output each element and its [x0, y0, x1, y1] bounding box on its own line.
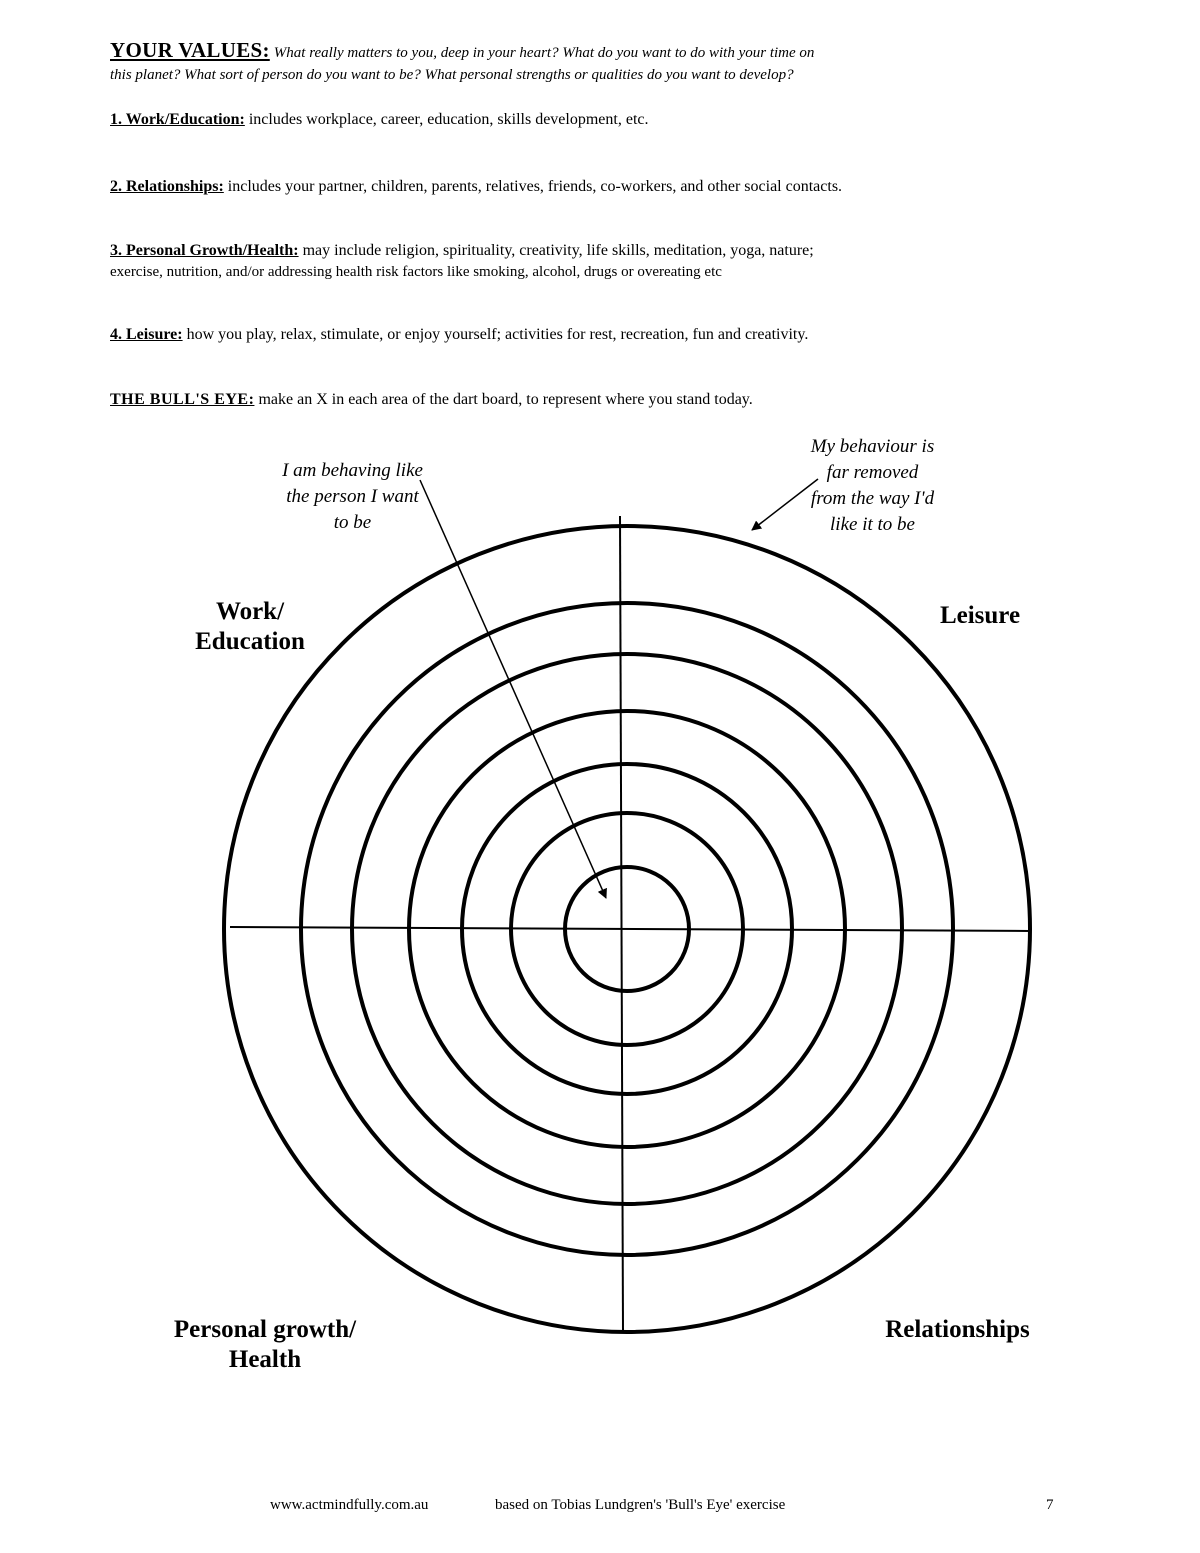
page-number: 7 — [1046, 1497, 1054, 1513]
section-label: 3. Personal Growth/Health: — [110, 242, 299, 259]
vertical-divider — [620, 516, 623, 1332]
values-heading: YOUR VALUES: — [110, 38, 270, 62]
section-text-line2: exercise, nutrition, and/or addressing health risk factors like smoking, alcohol, drugs or overeating etc — [110, 264, 722, 280]
callout-line: from the way I'd — [810, 488, 935, 509]
section-text: may include religion, spirituality, creativity, life skills, meditation, yoga, nature; — [302, 242, 814, 259]
callout-line: I am behaving like — [282, 460, 423, 481]
section-text: includes your partner, children, parents, relatives, friends, co-workers, and other social contacts. — [227, 178, 843, 195]
quadrant-label-line: Education — [195, 628, 305, 655]
section-label: 4. Leisure: — [110, 326, 183, 343]
values-question-line1: What really matters to you, deep in your heart? What do you want to do with your time on — [273, 45, 815, 61]
quadrant-label-line: Leisure — [939, 602, 1021, 629]
section-text: includes workplace, career, education, skills development, etc. — [248, 111, 649, 128]
bullseye-instruction: make an X in each area of the dart board, to represent where you stand today. — [258, 391, 753, 408]
footer-credit: based on Tobias Lundgren's 'Bull's Eye' exercise — [495, 1497, 786, 1513]
quadrant-label-line: Relationships — [885, 1316, 1030, 1343]
section-label: 2. Relationships: — [110, 178, 224, 195]
bullseye-label: THE BULL'S EYE: — [110, 391, 255, 408]
callout-line: like it to be — [830, 514, 915, 535]
footer-url: www.actmindfully.com.au — [270, 1497, 429, 1513]
quadrant-label-line: Personal growth/ — [173, 1316, 357, 1343]
values-question-line2: this planet? What sort of person do you want to be? What personal strengths or qualities do you want to develop? — [110, 67, 794, 83]
callout-far-removed — [780, 434, 965, 538]
quadrant-label-personal-growth — [130, 1315, 400, 1375]
callout-line: far removed — [826, 462, 919, 483]
quadrant-label-line: Work/ — [215, 598, 285, 625]
callout-line: to be — [333, 512, 372, 533]
callout-line: the person I want — [286, 486, 419, 507]
quadrant-label-work-education — [165, 597, 335, 657]
quadrant-label-line: Health — [228, 1346, 302, 1373]
callout-on-target — [250, 458, 455, 536]
section-text: how you play, relax, stimulate, or enjoy yourself; activities for rest, recreation, fun and creativity. — [186, 326, 809, 343]
callout-line: My behaviour is — [810, 436, 935, 457]
quadrant-label-relationships — [860, 1315, 1055, 1345]
quadrant-label-leisure — [905, 601, 1055, 631]
section-label: 1. Work/Education: — [110, 111, 245, 128]
